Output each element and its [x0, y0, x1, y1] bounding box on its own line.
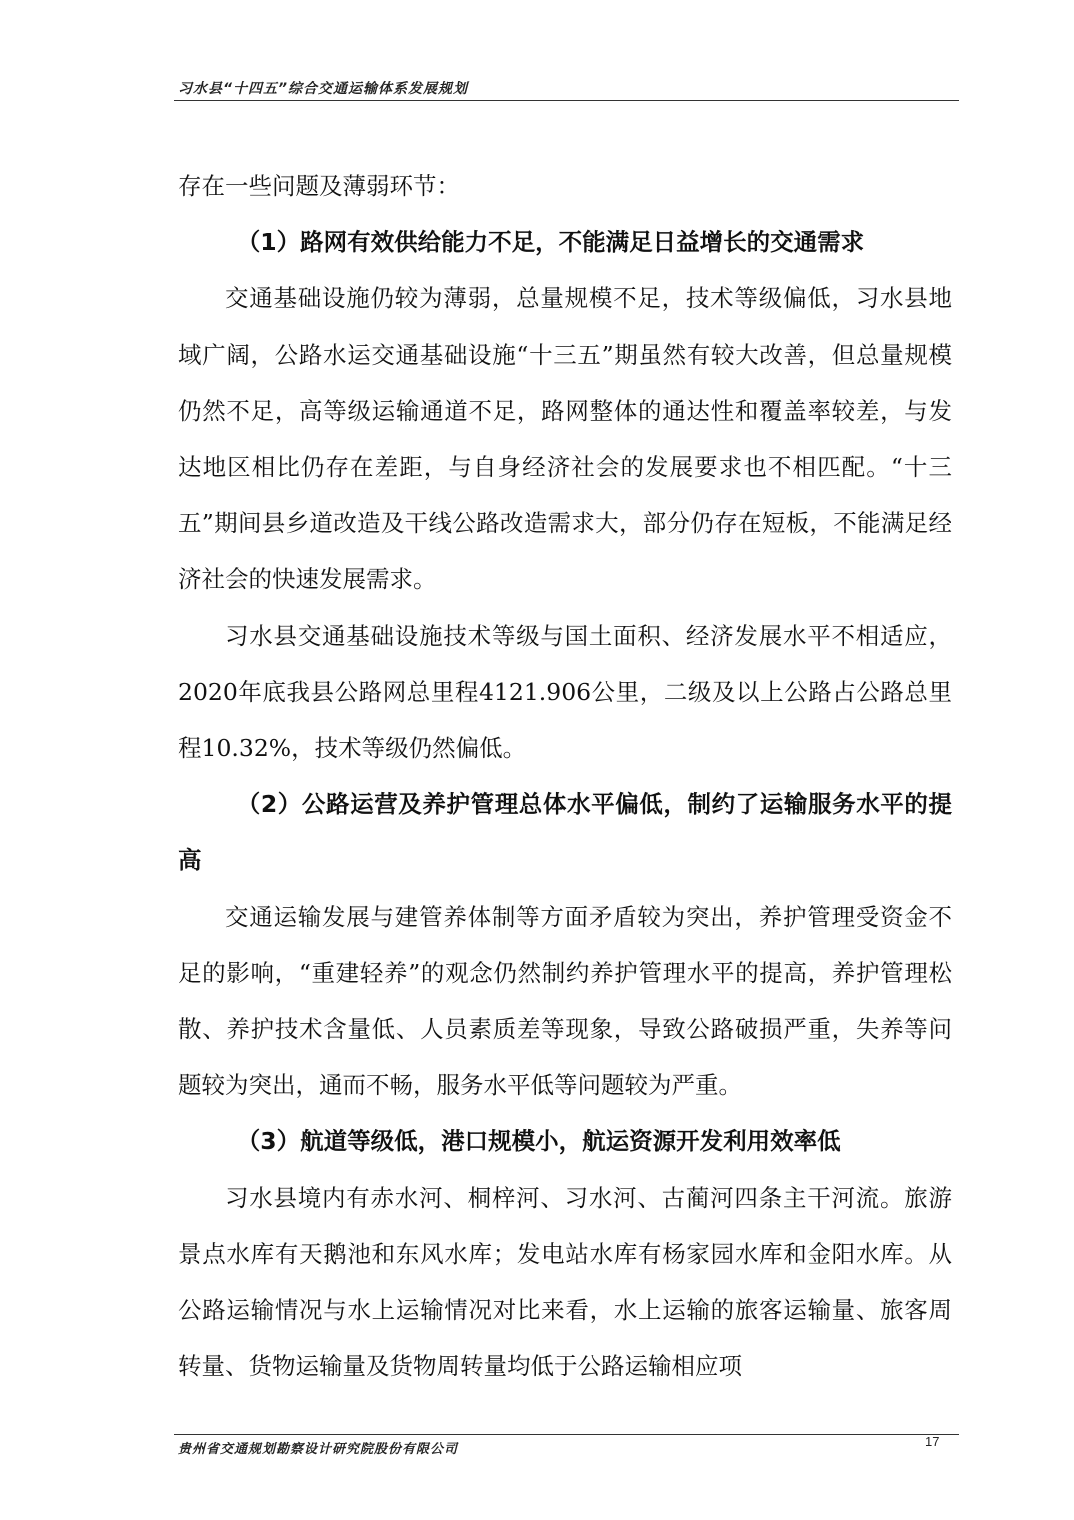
page-header-title: 习水县“十四五”综合交通运输体系发展规划	[178, 81, 469, 97]
paragraph-waterways: 习水县境内有赤水河、桐梓河、习水河、古蔺河四条主干河流。旅游景点水库有天鹅池和东风水库；发电站水库有杨家园水库和金阳水库。从公路运输情况与水上运输情况对比来看，水上运输的旅客运输量、旅客周转量、货物运输量及货物周转量均低于公路运输相应项	[178, 1183, 952, 1381]
paragraph-maintenance: 交通运输发展与建管养体制等方面矛盾较为突出，养护管理受资金不足的影响，“重建轻养”的观念仍然制约养护管理水平的提高，养护管理松散、养护技术含量低、人员素质差等现象，导致公路破损严重，失养等问题较为突出，通而不畅，服务水平低等问题较为严重。	[178, 902, 952, 1100]
paragraph-intro: 存在一些问题及薄弱环节：	[178, 172, 460, 200]
paragraph-road-network: 交通基础设施仍较为薄弱，总量规模不足，技术等级偏低，习水县地域广阔，公路水运交通基础设施“十三五”期虽然有较大改善，但总量规模仍然不足，高等级运输通道不足，路网整体的通达性和覆盖率较差，与发达地区相比仍存在差距，与自身经济社会的发展要求也不相匹配。“十三五”期间县乡道改造及干线公路改造需求大，部分仍存在短板，不能满足经济社会的快速发展需求。	[178, 284, 952, 594]
section-heading-3: （3）航道等级低，港口规模小，航运资源开发利用效率低	[236, 1127, 841, 1156]
page-number: 17	[925, 1434, 940, 1449]
section-heading-1: （1）路网有效供给能力不足，不能满足日益增长的交通需求	[236, 228, 865, 257]
footer-divider	[174, 1434, 959, 1435]
header-divider	[174, 100, 959, 101]
document-body	[178, 158, 952, 1394]
footer-company: 贵州省交通规划勘察设计研究院股份有限公司	[178, 1442, 459, 1457]
section-heading-2: （2）公路运营及养护管理总体水平偏低，制约了运输服务水平的提高	[178, 790, 952, 875]
paragraph-technical-grade: 习水县交通基础设施技术等级与国土面积、经济发展水平不相适应，2020年底我县公路网总里程4121.906公里，二级及以上公路占公路总里程10.32%，技术等级仍然偏低。	[178, 621, 952, 763]
